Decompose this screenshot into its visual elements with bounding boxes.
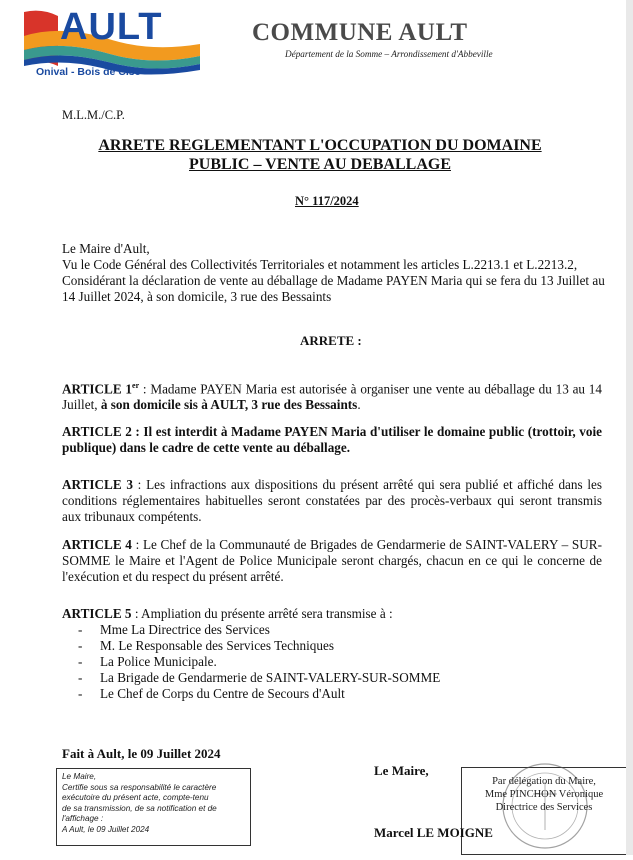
signing-place-date: Fait à Ault, le 09 Juillet 2024: [62, 746, 221, 761]
cert-line: exécutoire du présent acte, compte-tenu: [62, 793, 209, 803]
cert-line: l'affichage :: [62, 814, 104, 824]
article-2: [62, 424, 602, 456]
certification-box: [56, 768, 251, 846]
article-1-end: .: [357, 397, 361, 413]
decree-title-line2: PUBLIC – VENTE AU DEBALLAGE: [189, 156, 451, 173]
arrete-heading: ARRETE :: [300, 333, 362, 348]
cert-line: Le Maire,: [62, 772, 97, 781]
commune-subtitle: Département de la Somme – Arrondissement d'Abbeville: [285, 49, 493, 59]
preamble: [62, 241, 610, 305]
cert-line: de sa transmission, de sa notification et de: [62, 803, 217, 813]
logo-subtitle: Onival - Bois de Cise: [36, 66, 141, 78]
preamble-line: Vu le Code Général des Collectivités Territoriales et notamment les articles L.2213.1 et L.2213.2,: [62, 257, 578, 272]
mayor-label: Le Maire,: [374, 763, 429, 778]
article-4-label: ARTICLE 4: [62, 537, 132, 552]
recipient-list: [62, 622, 602, 702]
article-1-label: ARTICLE 1: [62, 381, 133, 397]
article-3: [62, 477, 602, 525]
scan-edge: [626, 0, 633, 855]
article-1-sup: er: [132, 381, 140, 390]
decree-number: N° 117/2024: [295, 194, 359, 208]
list-item: - La Police Municipale.: [62, 654, 602, 670]
stamp-line: Directrice des Services: [495, 802, 593, 813]
article-3-label: ARTICLE 3: [62, 477, 133, 492]
article-1-text: : Madame PAYEN Maria est autorisée à organiser une vente au déballage du 13 au 14 Juillet,: [62, 381, 602, 413]
reference-initials: M.L.M./C.P.: [62, 108, 125, 122]
cert-line: Certifie sous sa responsabilité le caractère: [62, 782, 217, 792]
article-2-label: ARTICLE 2: [62, 424, 132, 439]
list-item: - M. Le Responsable des Services Techniques: [62, 638, 602, 654]
list-item: - La Brigade de Gendarmerie de SAINT-VALERY-SUR-SOMME: [62, 670, 602, 686]
article-1: [62, 378, 602, 413]
article-3-text: : Les infractions aux dispositions du présent arrêté qui sera publié et affiché dans les conditions réglementaires habituelles seront constatées par des procès-verbaux qui seront transmis aux tribunaux compétents.: [62, 477, 602, 524]
signer-name: Marcel LE MOIGNE: [374, 825, 493, 840]
preamble-line: Le Maire d'Ault,: [62, 241, 150, 256]
list-item: - Mme La Directrice des Services: [62, 622, 602, 638]
article-5: [62, 606, 602, 702]
commune-name: COMMUNE AULT: [252, 19, 468, 46]
stamp-line: Par délégation du Maire,: [492, 776, 596, 787]
article-1-bold-text: à son domicile sis à AULT, 3 rue des Bessaints: [100, 397, 358, 413]
article-5-text: : Ampliation du présente arrêté sera transmise à :: [131, 606, 393, 621]
cert-line: A Ault, le 09 Juillet 2024: [62, 824, 150, 834]
decree-title: [40, 136, 600, 174]
logo-wordmark: AULT: [60, 6, 163, 48]
decree-title-line1: ARRETE REGLEMENTANT L'OCCUPATION DU DOMAINE: [98, 137, 542, 154]
list-item: - Le Chef de Corps du Centre de Secours d'Ault: [62, 686, 602, 702]
preamble-line: Considérant la déclaration de vente au déballage de Madame PAYEN Maria qui se fera du 13 Juillet au 14 Juillet 2024, à son domicile, 3 rue des Bessaints: [62, 273, 605, 304]
article-4-text: : Le Chef de la Communauté de Brigades de Gendarmerie de SAINT-VALERY – SUR-SOMME le Maire et l'Agent de Police Municipale seront chargés, chacun en ce qui le concerne de l'exécution et du respect du présent arrêté.: [62, 537, 602, 584]
article-5-label: ARTICLE 5: [62, 606, 132, 621]
stamp-line: Mme PINCHON Véronique: [484, 789, 604, 800]
stamp-text: [463, 775, 625, 814]
article-4: [62, 537, 602, 585]
article-2-text: : Il est interdit à Madame PAYEN Maria d'utiliser le domaine public (trottoir, voie publique) dans le cadre de cette vente au déballage.: [62, 424, 602, 455]
